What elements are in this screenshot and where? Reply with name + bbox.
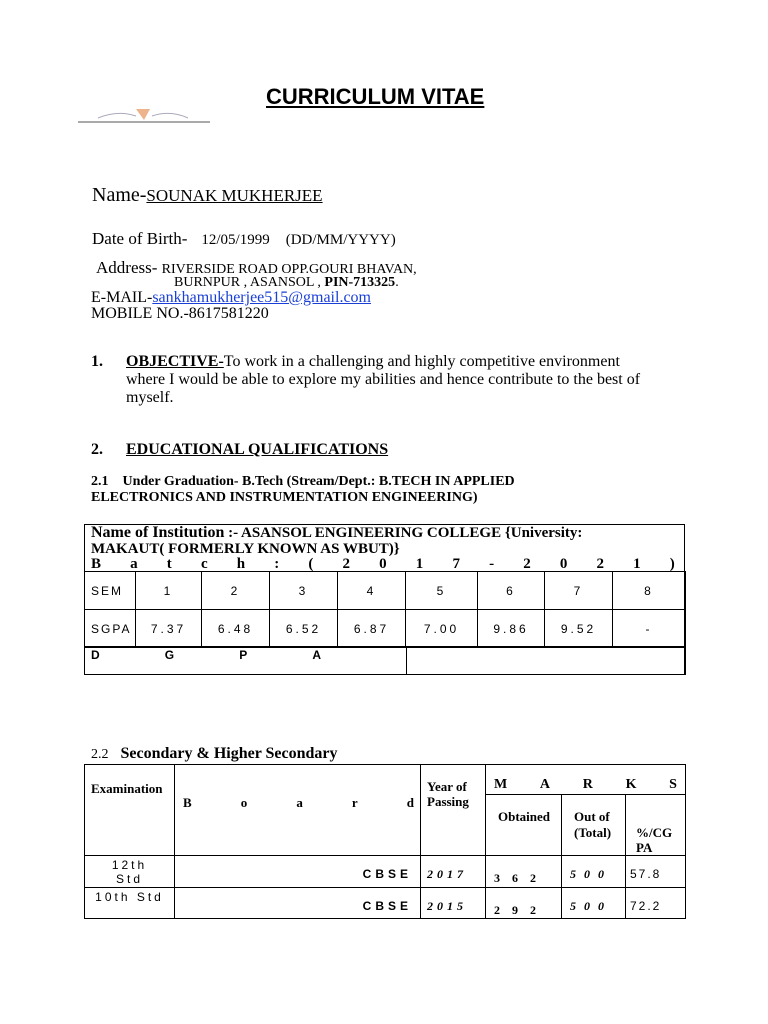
sgpa-cell: 9.52	[545, 610, 613, 648]
name-value: SOUNAK MUKHERJEE	[146, 186, 323, 205]
obtained-header: Obtained	[486, 795, 562, 856]
institution-cell	[91, 525, 582, 557]
marks-char: M	[494, 777, 508, 792]
dgpa-label-cell	[85, 647, 407, 675]
batch-char: a	[130, 556, 138, 572]
batch-char: 2	[596, 556, 604, 572]
dob-format: (DD/MM/YYYY)	[285, 232, 396, 248]
dob-value: 12/05/1999	[201, 232, 270, 248]
dgpa-row	[84, 646, 686, 675]
outof-header: Out of (Total)	[562, 795, 626, 856]
ug-table	[84, 524, 685, 675]
board-char: B	[183, 795, 192, 810]
objective-paragraph	[126, 353, 646, 407]
dgpa-char: G	[164, 647, 175, 662]
year-cell: 2015	[421, 888, 486, 919]
table-row	[85, 888, 686, 919]
address-label: Address-	[96, 258, 158, 277]
ug-line2: ELECTRONICS AND INSTRUMENTATION ENGINEERING)	[91, 490, 478, 505]
marks-char: S	[669, 777, 677, 792]
secondary-table	[84, 764, 686, 919]
board-header	[175, 765, 421, 856]
institution-line2: MAKAUT( FORMERLY KNOWN AS WBUT)}	[91, 541, 400, 557]
section22-number: 2.2	[91, 747, 109, 762]
address-line2: BURNPUR , ASANSOL ,	[174, 275, 321, 290]
dob-row	[92, 229, 396, 249]
sem-row	[85, 572, 686, 610]
batch-char: 1	[633, 556, 641, 572]
address-end: .	[395, 275, 399, 290]
dgpa-char: D	[91, 647, 100, 662]
dgpa-char: P	[239, 647, 248, 662]
batch-char: t	[166, 556, 172, 572]
batch-char: 2	[523, 556, 531, 572]
exam-cell: 10th Std	[85, 888, 175, 919]
board-cell: CBSE	[175, 856, 421, 888]
sgpa-cell: 6.48	[202, 610, 270, 648]
education-heading: EDUCATIONAL QUALIFICATIONS	[126, 441, 389, 458]
sgpa-cell: 6.87	[338, 610, 406, 648]
marks-char: A	[539, 777, 551, 792]
sem-cell: 5	[406, 572, 478, 610]
sem-cell: 3	[270, 572, 338, 610]
sgpa-cell: 7.00	[406, 610, 478, 648]
sgpa-cell: 9.86	[478, 610, 545, 648]
sgpa-cell: 7.37	[136, 610, 202, 648]
decorative-logo-icon	[78, 104, 210, 126]
board-char: o	[240, 795, 248, 810]
exam-cell: 12th Std	[85, 856, 175, 888]
education-number: 2.	[91, 441, 103, 458]
semester-grid	[84, 571, 686, 648]
name-row	[92, 184, 323, 207]
marks-char: K	[625, 777, 637, 792]
batch-char: c	[200, 556, 208, 572]
total-cell: 500	[562, 888, 626, 919]
dgpa-value-cell	[407, 647, 686, 675]
batch-char: 1	[415, 556, 424, 572]
batch-char: h	[236, 556, 246, 572]
examination-header: Examination	[85, 765, 175, 856]
section22-title: Secondary & Higher Secondary	[120, 745, 338, 762]
marks-char: R	[582, 777, 593, 792]
batch-char: -	[489, 556, 495, 572]
sem-cell: 2	[202, 572, 270, 610]
objective-text: To work in a challenging and highly competitive environment where I would be able to explore my abilities and hence contribute to the best of myself.	[126, 353, 641, 406]
mobile-row: MOBILE NO.-8617581220	[91, 305, 269, 322]
address-line1: RIVERSIDE ROAD OPP.GOURI BHAVAN,	[161, 262, 417, 277]
table-row	[85, 856, 686, 888]
batch-char: :	[274, 556, 280, 572]
board-char: r	[351, 795, 358, 810]
sem-label: SEM	[85, 572, 136, 610]
pct-header: %/CG PA	[626, 795, 686, 856]
ug-line1: 2.1 Under Graduation- B.Tech (Stream/Dept.: B.TECH IN APPLIED	[91, 474, 515, 489]
address-pin: PIN-713325	[324, 275, 396, 290]
year-header: Year of Passing	[421, 765, 486, 856]
batch-char: 2	[342, 556, 351, 572]
batch-char: 0	[559, 556, 568, 572]
objective-heading: OBJECTIVE-	[126, 353, 224, 370]
sem-cell: 6	[478, 572, 545, 610]
year-cell: 2017	[421, 856, 486, 888]
board-char: d	[406, 795, 414, 810]
sem-cell: 7	[545, 572, 613, 610]
email-link[interactable]: sankhamukherjee515@gmail.com	[152, 289, 371, 306]
email-label: E-MAIL-	[91, 289, 153, 306]
sem-cell: 8	[613, 572, 686, 610]
name-label: Name-	[92, 184, 147, 206]
sem-cell: 1	[136, 572, 202, 610]
board-cell: CBSE	[175, 888, 421, 919]
batch-char: B	[91, 556, 102, 572]
batch-char: 7	[452, 556, 460, 572]
batch-char: (	[308, 556, 314, 572]
obtained-cell: 362	[486, 856, 562, 888]
board-char: a	[296, 795, 303, 810]
sgpa-row	[85, 610, 686, 648]
batch-char: 0	[379, 556, 387, 572]
sgpa-cell: -	[613, 610, 686, 648]
page-title: CURRICULUM VITAE	[266, 84, 485, 109]
obtained-cell: 292	[486, 888, 562, 919]
pct-cell: 57.8	[626, 856, 686, 888]
batch-char: )	[669, 556, 675, 572]
dgpa-label	[85, 648, 321, 662]
marks-header	[486, 765, 686, 795]
institution-value: :- ASANSOL ENGINEERING COLLEGE {University:	[224, 525, 583, 541]
sgpa-label: SGPA	[85, 610, 136, 648]
objective-number: 1.	[91, 353, 103, 370]
sgpa-cell: 6.52	[270, 610, 338, 648]
sem-cell: 4	[338, 572, 406, 610]
section22-heading	[91, 745, 338, 763]
dgpa-char: A	[312, 647, 321, 662]
dob-label: Date of Birth-	[92, 229, 188, 248]
total-cell: 500	[562, 856, 626, 888]
pct-cell: 72.2	[626, 888, 686, 919]
institution-label: Name of Institution	[91, 524, 225, 541]
